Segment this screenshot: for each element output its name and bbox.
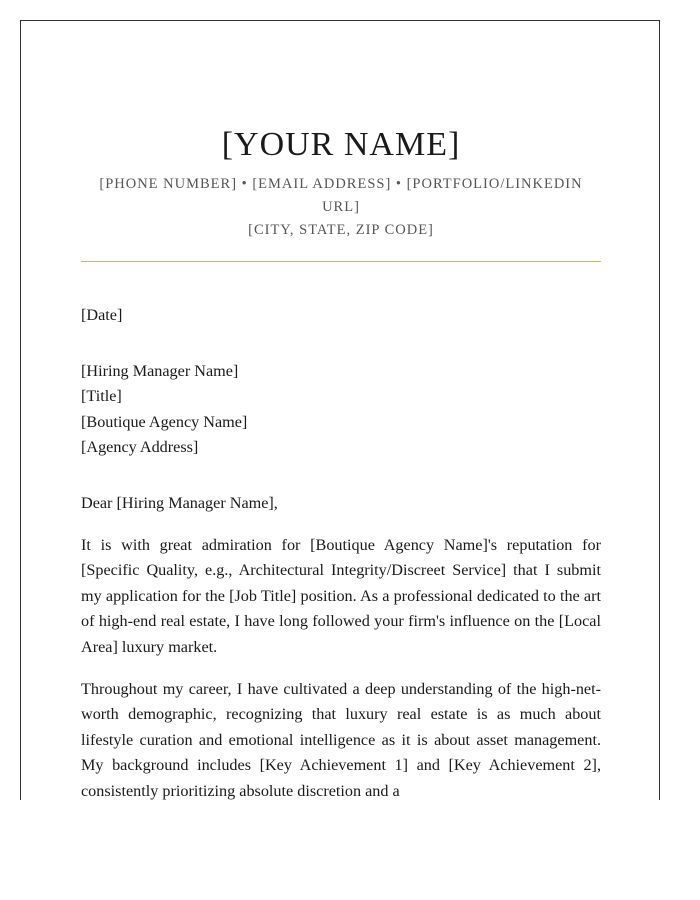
letter-body xyxy=(81,303,601,800)
recipient-address: [Agency Address] xyxy=(81,438,199,457)
salutation: Dear [Hiring Manager Name], xyxy=(81,493,278,512)
letter-page xyxy=(20,20,660,800)
recipient-name: [Hiring Manager Name] xyxy=(81,361,239,380)
recipient-title: [Title] xyxy=(81,387,122,406)
header-divider xyxy=(81,261,601,262)
applicant-name: [YOUR NAME] xyxy=(221,126,461,163)
contact-block xyxy=(81,173,601,242)
recipient-agency: [Boutique Agency Name] xyxy=(81,412,248,431)
recipient-block xyxy=(81,359,601,461)
contact-line-2: [CITY, STATE, ZIP CODE] xyxy=(248,222,434,238)
letter-date: [Date] xyxy=(81,306,123,324)
paragraph-2: Throughout my career, I have cultivated a deep understanding of the high-net-worth demographic, recognizing that luxury real estate is as much about lifestyle curation and emotional intelligence as it is about asset management. My background includes [Key Achievement 1] and [Key Achievement 2], consistently prioritizing absolute discretion and a xyxy=(81,679,601,800)
paragraph-1: It is with great admiration for [Boutique Agency Name]'s reputation for [Specific Quality, e.g., Architectural Integrity/Discreet Service] that I submit my application for the [Job Title] position. As a professional dedicated to the art of high-end real estate, I have long followed your firm's influence on the [Local Area] luxury market. xyxy=(81,535,601,656)
contact-line-1: [PHONE NUMBER] • [EMAIL ADDRESS] • [PORTFOLIO/LINKEDIN URL] xyxy=(99,176,583,215)
